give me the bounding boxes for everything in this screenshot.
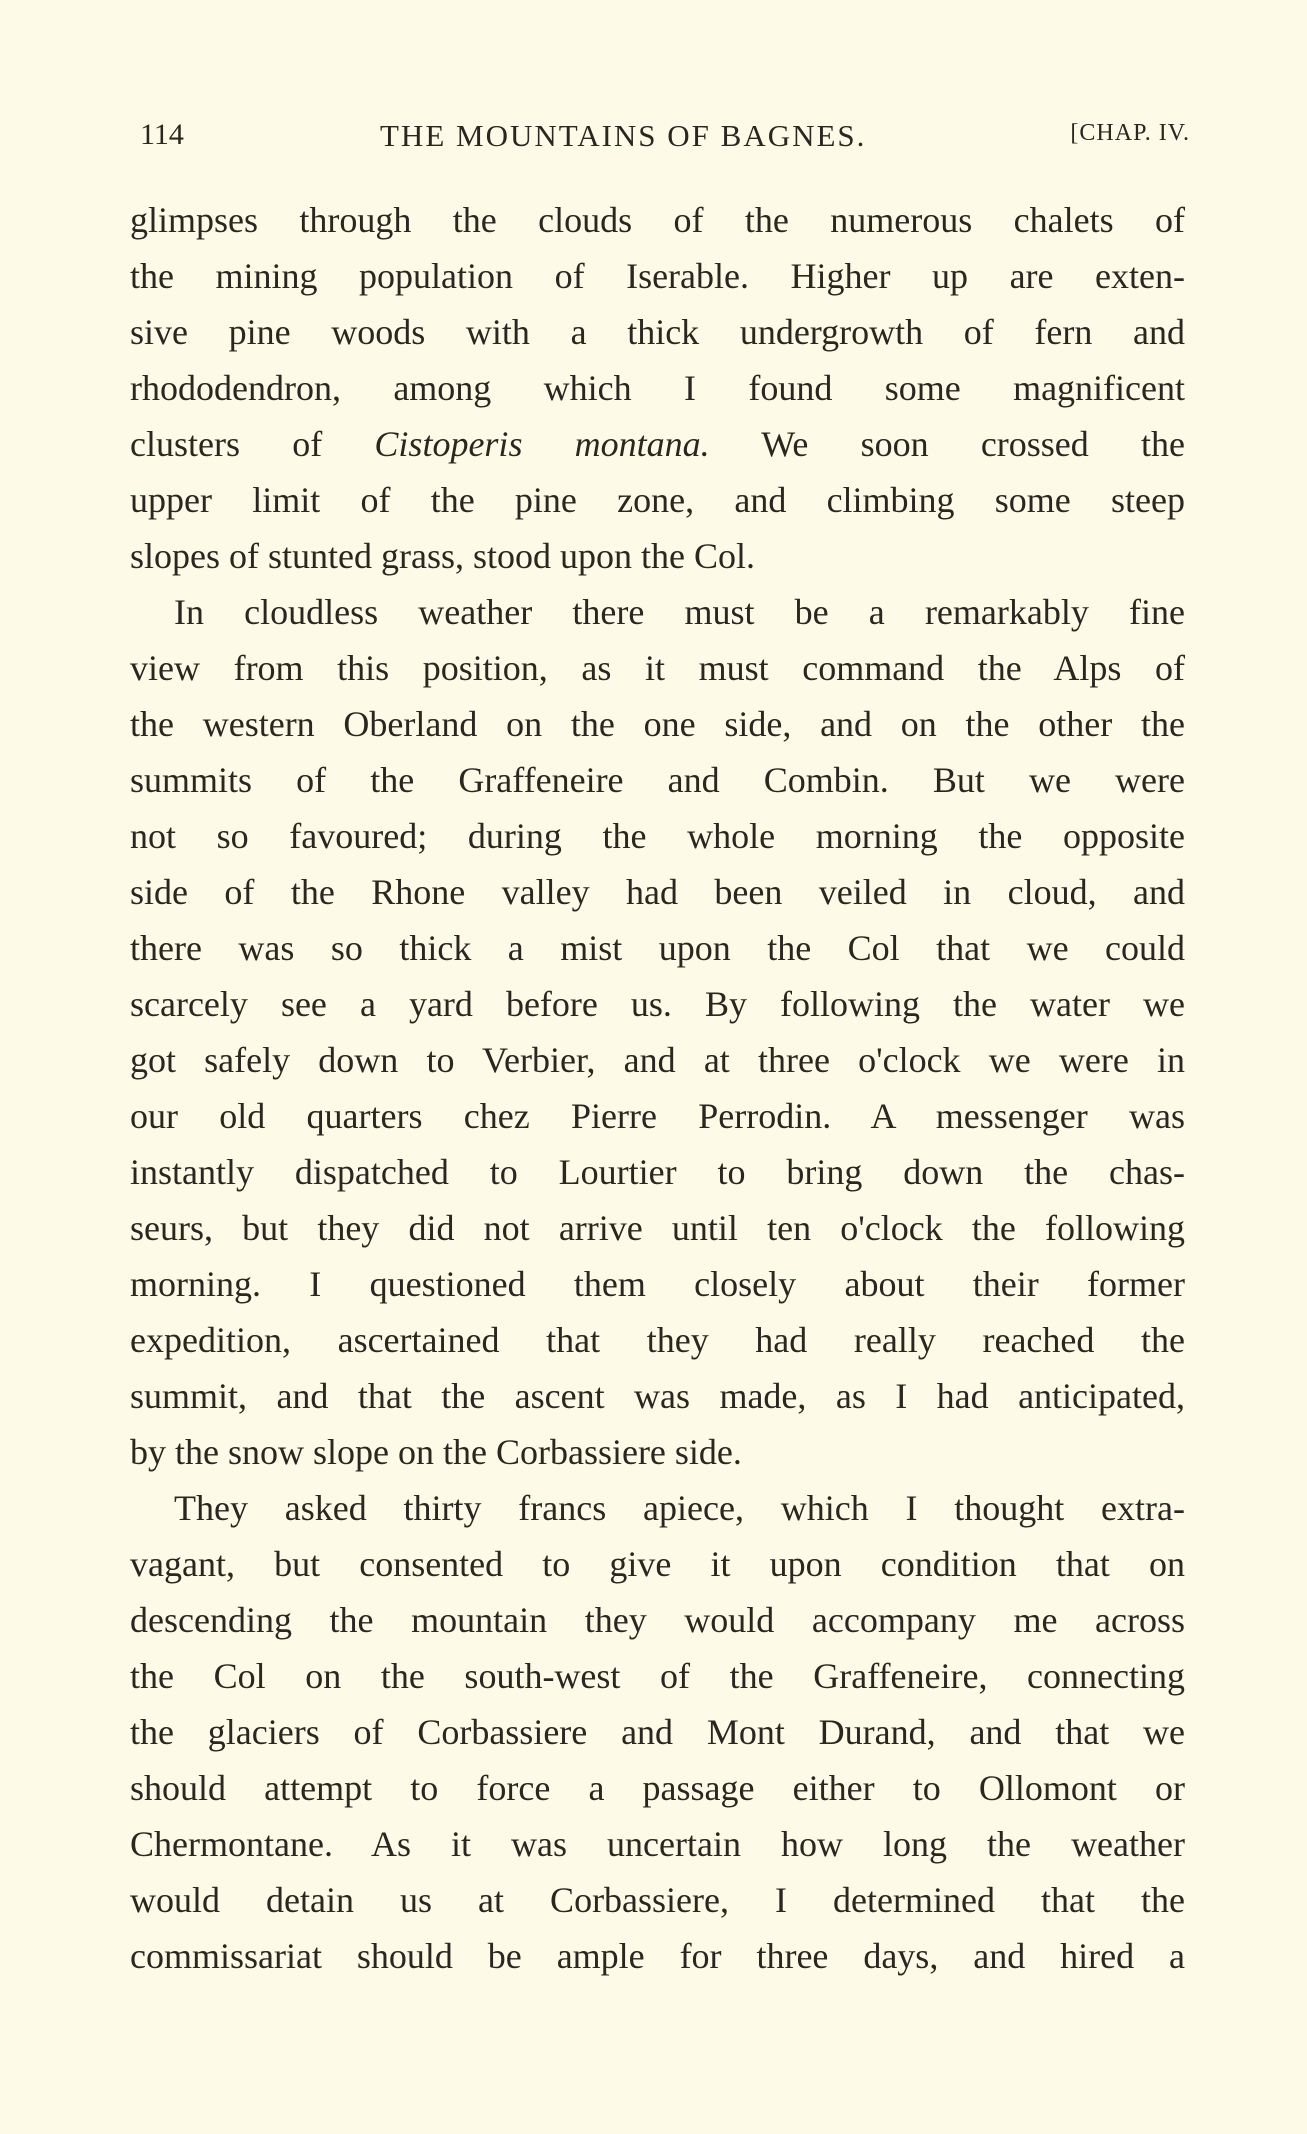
text-line: morning. I questioned them closely about their former: [130, 1264, 1185, 1304]
text-line: slopes of stunted grass, stood upon the Col.: [130, 536, 755, 576]
text-line: not so favoured; during the whole morning the opposite: [130, 816, 1185, 856]
paragraph-start-line: They asked thirty francs apiece, which I thought extra-: [174, 1488, 1185, 1528]
text-line: got safely down to Verbier, and at three o'clock we were in: [130, 1040, 1185, 1080]
text-line: the Col on the south-west of the Graffeneire, connecting: [130, 1656, 1185, 1696]
text-line: the mining population of Iserable. Higher up are exten-: [130, 256, 1185, 296]
text-line: view from this position, as it must command the Alps of: [130, 648, 1185, 688]
body-text: [130, 192, 1185, 1984]
text-line: by the snow slope on the Corbassiere side.: [130, 1432, 742, 1472]
text-line: scarcely see a yard before us. By following the water we: [130, 984, 1185, 1024]
running-title: THE MOUNTAINS OF BAGNES.: [380, 118, 867, 153]
text-line: instantly dispatched to Lourtier to bring down the chas-: [130, 1152, 1185, 1192]
text-line: rhododendron, among which I found some magnificent: [130, 368, 1185, 408]
text-line: commissariat should be ample for three days, and hired a: [130, 1936, 1185, 1976]
text-line: [130, 416, 1185, 472]
species-name: Cistoperis montana.: [374, 424, 710, 464]
text-line: summit, and that the ascent was made, as I had anticipated,: [130, 1376, 1185, 1416]
text-line: the glaciers of Corbassiere and Mont Durand, and that we: [130, 1712, 1185, 1752]
text-line: descending the mountain they would accompany me across: [130, 1600, 1185, 1640]
text-line: side of the Rhone valley had been veiled in cloud, and: [130, 872, 1185, 912]
text-line: the western Oberland on the one side, and on the other the: [130, 704, 1185, 744]
text-line: seurs, but they did not arrive until ten o'clock the following: [130, 1208, 1185, 1248]
text-line: should attempt to force a passage either to Ollomont or: [130, 1768, 1185, 1808]
text-line: upper limit of the pine zone, and climbing some steep: [130, 480, 1185, 520]
paragraph-start-line: In cloudless weather there must be a remarkably fine: [174, 592, 1185, 632]
page-number: 114: [140, 118, 184, 151]
text-line: there was so thick a mist upon the Col that we could: [130, 928, 1185, 968]
text-line: would detain us at Corbassiere, I determined that the: [130, 1880, 1185, 1920]
text-line: glimpses through the clouds of the numerous chalets of: [130, 200, 1185, 240]
text-line: vagant, but consented to give it upon condition that on: [130, 1544, 1185, 1584]
chapter-reference: [CHAP. IV.: [1070, 120, 1190, 146]
text-line: Chermontane. As it was uncertain how long the weather: [130, 1824, 1185, 1864]
running-header: [140, 118, 1190, 158]
text-line: expedition, ascertained that they had really reached the: [130, 1320, 1185, 1360]
text-line: summits of the Graffeneire and Combin. But we were: [130, 760, 1185, 800]
text-fragment: clusters of: [130, 424, 323, 464]
text-fragment: We soon crossed the: [761, 424, 1186, 464]
text-line: sive pine woods with a thick undergrowth of fern and: [130, 312, 1185, 352]
text-line: our old quarters chez Pierre Perrodin. A messenger was: [130, 1096, 1185, 1136]
